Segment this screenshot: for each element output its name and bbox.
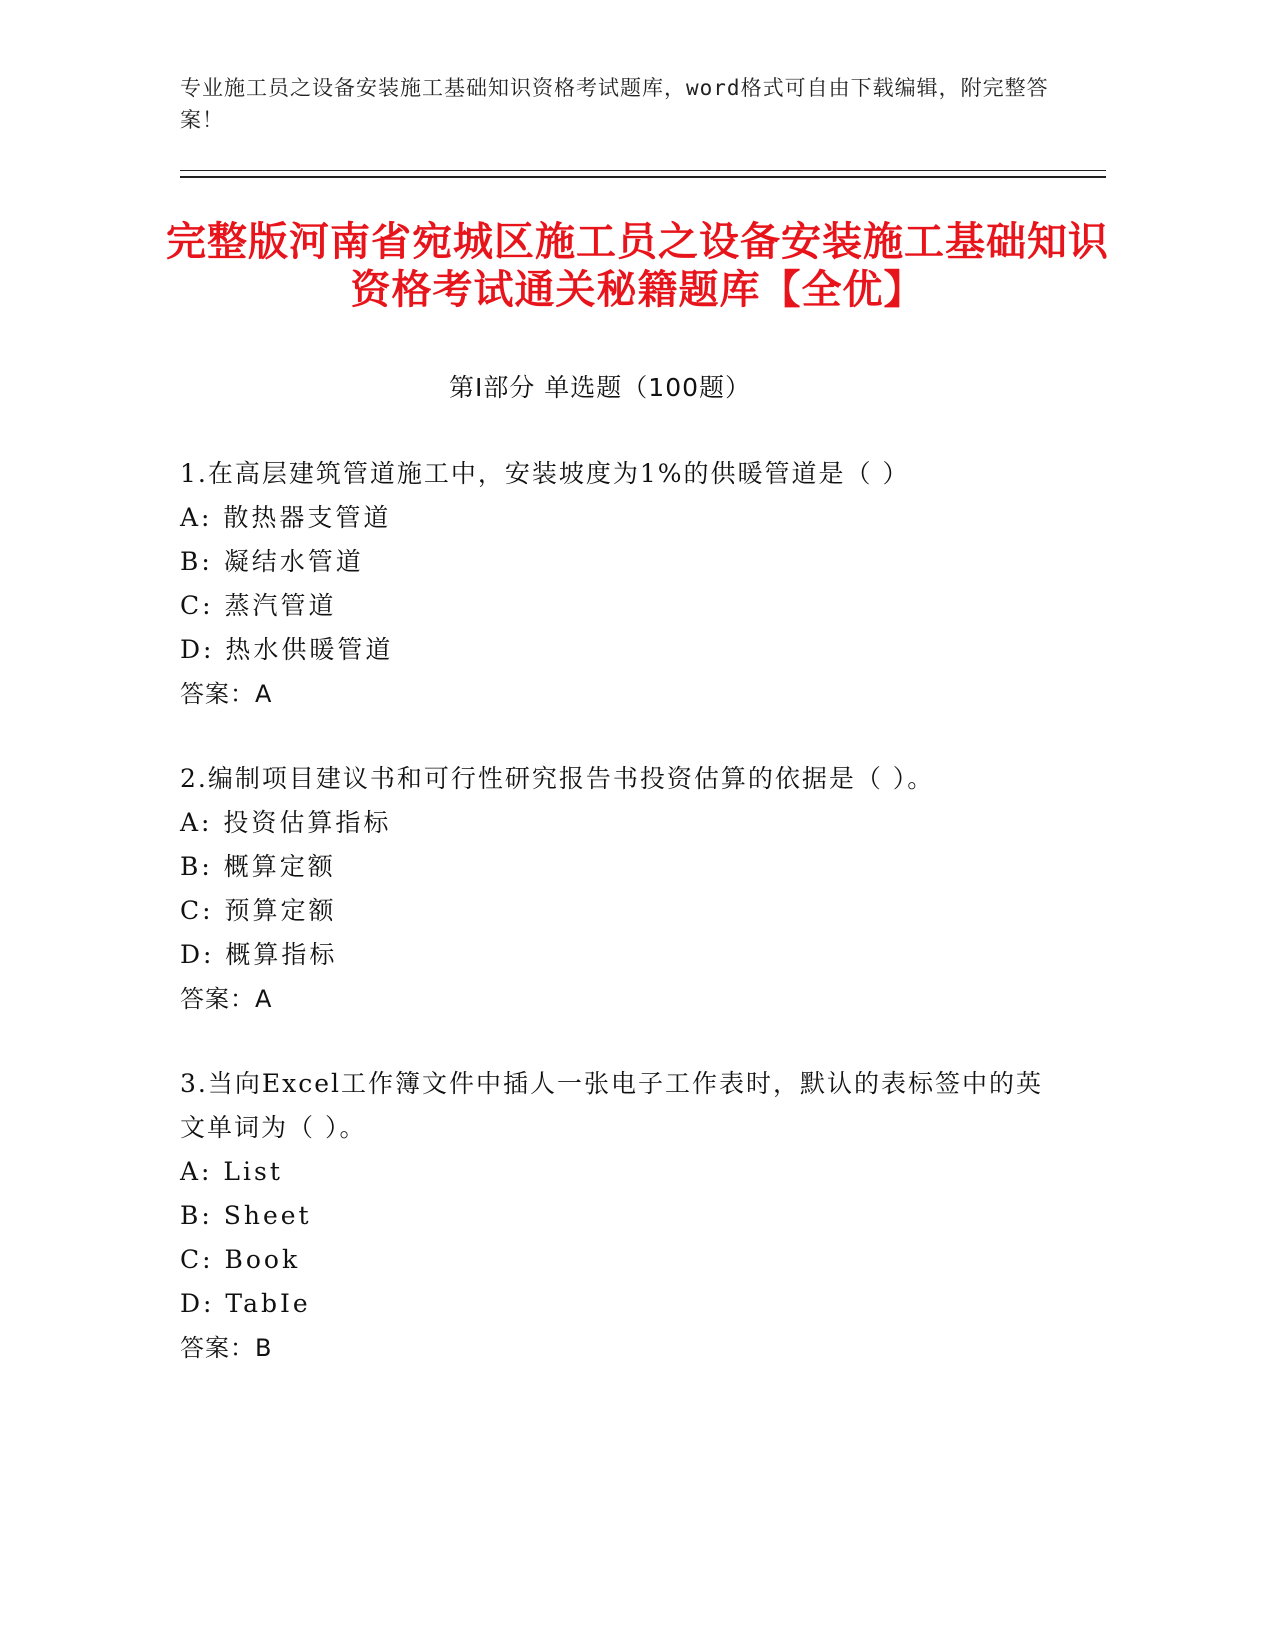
question-stem: 2.编制项目建议书和可行性研究报告书投资估算的依据是（ ）。 xyxy=(180,764,935,793)
question-item xyxy=(180,1062,1060,1370)
option-b: B: 概算定额 xyxy=(180,852,336,881)
answer-line: 答案：A xyxy=(180,680,273,708)
option-c: C: Book xyxy=(180,1245,301,1274)
answer-line: 答案：A xyxy=(180,985,273,1013)
option-a: A: 投资估算指标 xyxy=(180,808,392,837)
answer-line: 答案：B xyxy=(180,1334,273,1362)
option-c: C: 蒸汽管道 xyxy=(180,591,337,620)
header-divider-thick xyxy=(180,176,1106,178)
option-d: D: TabIe xyxy=(180,1289,311,1318)
question-stem: 1.在高层建筑管道施工中，安装坡度为1%的供暖管道是（ ） xyxy=(180,459,910,488)
header-note: 专业施工员之设备安装施工基础知识资格考试题库，word格式可自由下载编辑，附完整答案！ xyxy=(180,76,1049,132)
question-item xyxy=(180,452,1060,716)
option-a: A: 散热器支管道 xyxy=(180,503,392,532)
question-stem: 3.当向Excel工作簿文件中插人一张电子工作表时，默认的表标签中的英文单词为（ ）。 xyxy=(180,1069,1043,1142)
option-d: D: 热水供暖管道 xyxy=(180,635,394,664)
document-title: 完整版河南省宛城区施工员之设备安装施工基础知识资格考试通关秘籍题库【全优】 xyxy=(166,219,1109,313)
option-d: D: 概算指标 xyxy=(180,940,338,969)
section-title: 第I部分 单选题（100题） xyxy=(448,373,752,402)
option-b: B: Sheet xyxy=(180,1201,312,1230)
question-item xyxy=(180,757,1060,1021)
option-a: A: List xyxy=(180,1157,283,1186)
header-divider xyxy=(180,170,1106,171)
option-c: C: 预算定额 xyxy=(180,896,337,925)
option-b: B: 凝结水管道 xyxy=(180,547,364,576)
